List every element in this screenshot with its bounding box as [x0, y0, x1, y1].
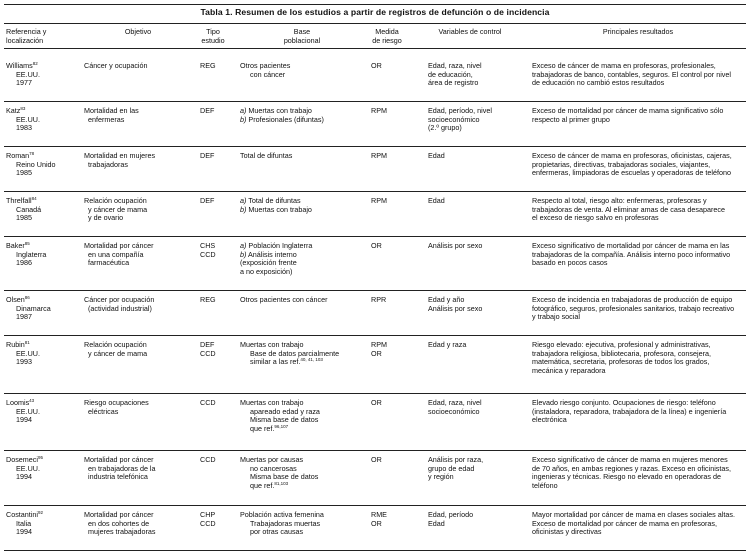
base-superscript: 96,107	[274, 423, 289, 429]
cell-line: Riesgo ocupaciones	[84, 398, 149, 407]
cell-line: Dinamarca	[16, 303, 51, 313]
cell-variables-control	[428, 197, 528, 206]
cell-line: REG	[200, 61, 216, 70]
cell-line: Edad y año	[428, 295, 465, 304]
cell-line: CCD	[200, 518, 216, 528]
cell-line: b) Análisis interno	[240, 249, 297, 259]
table-title: Tabla 1. Resumen de los estudios a partir de registros de defunción o de incidencia	[200, 7, 550, 17]
cell-line: que ref.$^{81,103}$	[250, 480, 289, 490]
cell-line: Rubin$^{81}$	[6, 340, 30, 349]
cell-line: OR	[371, 518, 382, 528]
cell-line: 1994	[16, 415, 32, 425]
cell-line: (exposición frente	[240, 258, 297, 268]
reference-superscript: 85	[24, 241, 30, 246]
cell-line: Williams$^{82}$	[6, 61, 38, 70]
reference-superscript: 92	[37, 510, 43, 515]
cell-line: Análisis por raza,	[428, 455, 484, 464]
cell-medida-riesgo	[371, 456, 407, 465]
cell-base-poblacional	[240, 511, 360, 537]
cell-line: Exceso de incidencia en trabajadoras de producción de equipo	[532, 295, 733, 304]
cell-base-poblacional	[240, 456, 360, 490]
cell-line: Otros pacientes	[240, 61, 291, 70]
cell-objetivo	[84, 341, 192, 358]
cell-line: por otras causas	[250, 527, 304, 537]
cell-line: a) Población Inglaterra	[240, 241, 313, 250]
cell-variables-control	[428, 296, 528, 313]
reference-superscript: 83	[20, 106, 26, 111]
cell-line: farmacéutica	[88, 258, 130, 268]
cell-line: Muertas con trabajo	[240, 340, 304, 349]
cell-resultados	[532, 107, 746, 124]
cell-line: eléctricas	[88, 406, 119, 416]
cell-line: teléfono	[532, 480, 558, 490]
cell-line: en una compañía	[88, 249, 144, 259]
cell-line: y región	[428, 472, 454, 482]
cell-line: industria telefónica	[88, 472, 148, 482]
cell-line: (instaladora, reparadora, trabajadora de la línea) e ingeniería	[532, 406, 727, 416]
cell-resultados	[532, 456, 746, 490]
cell-tipo-estudio	[200, 107, 224, 116]
cell-line: Exceso de mortalidad por cáncer de mama significativo sólo	[532, 106, 724, 115]
cell-line: en dos cohortes de	[88, 518, 150, 528]
cell-objetivo	[84, 242, 192, 268]
cell-line: trabajadoras de la compañía. Análisis interno poco informativo	[532, 249, 731, 259]
cell-referencia	[6, 107, 76, 133]
row-separator	[4, 146, 746, 147]
cell-line: RPM	[371, 340, 387, 349]
cell-line: DEF	[200, 151, 215, 160]
cell-medida-riesgo	[371, 242, 407, 251]
cell-line: Inglaterra	[16, 249, 47, 259]
cell-line: similar a las ref.$^{40, 41, 103}$	[250, 357, 323, 367]
bottom-rule	[4, 550, 746, 551]
cell-objetivo	[84, 107, 192, 124]
cell-line: enfermeras, limpiadoras de escuelas y operadoras de teléfono	[532, 168, 731, 178]
cell-line: CCD	[200, 348, 216, 358]
cell-resultados	[532, 62, 746, 88]
cell-resultados	[532, 197, 746, 223]
row-separator	[4, 236, 746, 237]
cell-line: CHP	[200, 510, 216, 519]
cell-objetivo	[84, 399, 192, 416]
cell-line: Análisis por sexo	[428, 241, 483, 250]
cell-line: REG	[200, 295, 216, 304]
cell-line: Total de difuntas	[240, 151, 293, 160]
cell-line: CCD	[200, 398, 216, 407]
cell-line: Canadá	[16, 204, 42, 214]
cell-line: EE.UU.	[16, 114, 40, 124]
cell-line: 1977	[16, 78, 32, 88]
cell-line: RPM	[371, 196, 387, 205]
reference-superscript: 82	[32, 61, 38, 66]
cell-line: trabajadoras de banco, contables, seguros. El control por nivel	[532, 69, 731, 79]
cell-line: OR	[371, 61, 382, 70]
cell-line: Edad, período, nivel	[428, 106, 492, 115]
cell-line: Katz$^{83}$	[6, 106, 26, 115]
cell-line: Población activa femenina	[240, 510, 324, 519]
cell-line: Mortalidad en las	[84, 106, 139, 115]
cell-resultados	[532, 242, 746, 268]
cell-line: OR	[371, 348, 382, 358]
base-superscript: 81,103	[274, 480, 289, 486]
cell-medida-riesgo	[371, 197, 407, 206]
cell-line: Edad, período	[428, 510, 474, 519]
cell-line: RPR	[371, 295, 387, 304]
cell-line: grupo de edad	[428, 463, 475, 473]
cell-line: fotográfico, seguros, profesionales sanitarios, trabajo recreativo	[532, 303, 735, 313]
cell-objetivo	[84, 296, 192, 313]
cell-line: Otros pacientes con cáncer	[240, 295, 328, 304]
cell-line: RME	[371, 510, 387, 519]
cell-medida-riesgo	[371, 511, 407, 528]
cell-line: apareado edad y raza	[250, 406, 320, 416]
cell-variables-control	[428, 399, 528, 416]
row-separator	[4, 393, 746, 394]
cell-line: RPM	[371, 106, 387, 115]
row-separator	[4, 290, 746, 291]
row-separator	[4, 101, 746, 102]
cell-line: Edad	[428, 151, 445, 160]
cell-line: Exceso significativo de mortalidad por cáncer de mama en las	[532, 241, 730, 250]
cell-resultados	[532, 296, 746, 322]
cell-line: b) Muertas con trabajo	[240, 204, 312, 214]
cell-line: OR	[371, 241, 382, 250]
base-superscript: 40, 41, 103	[300, 357, 323, 363]
top-rule	[4, 4, 746, 5]
cell-line: de 70 años, en ambas regiones y razas. Exceso en oficinistas,	[532, 463, 731, 473]
cell-line: socioeconómico	[428, 114, 480, 124]
cell-line: (actividad industrial)	[88, 303, 152, 313]
cell-line: 1993	[16, 357, 32, 367]
cell-objetivo	[84, 456, 192, 482]
header-medida-riesgo: Medida de riesgo	[372, 27, 402, 45]
header-base-poblacional: Base poblacional	[283, 27, 321, 45]
title-rule	[4, 23, 746, 24]
cell-line: CCD	[200, 249, 216, 259]
cell-tipo-estudio	[200, 456, 224, 465]
cell-line: Trabajadoras muertas	[250, 518, 321, 528]
cell-tipo-estudio	[200, 242, 224, 259]
cell-line: CHS	[200, 241, 216, 250]
cell-line: 1994	[16, 527, 32, 537]
cell-base-poblacional	[240, 107, 360, 124]
cell-line: Dosemeci$^{95}$	[6, 455, 43, 464]
cell-medida-riesgo	[371, 296, 407, 305]
cell-line: Threlfall$^{84}$	[6, 196, 37, 205]
cell-line: área de registro	[428, 78, 479, 88]
cell-line: b) Profesionales (difuntas)	[240, 114, 324, 124]
cell-line: electrónica	[532, 415, 567, 425]
cell-line: Edad, raza, nivel	[428, 61, 482, 70]
cell-line: el exceso de riesgo salvo en profesoras	[532, 213, 659, 223]
cell-base-poblacional	[240, 242, 360, 276]
cell-line: Loomis$^{43}$	[6, 398, 35, 407]
cell-resultados	[532, 152, 746, 178]
cell-line: Muertas por causas	[240, 455, 304, 464]
cell-tipo-estudio	[200, 197, 224, 206]
cell-line: de educación no cambió estos resultados	[532, 78, 665, 88]
cell-line: Italia	[16, 518, 32, 528]
cell-objetivo	[84, 152, 192, 169]
cell-referencia	[6, 242, 76, 268]
cell-variables-control	[428, 107, 528, 133]
cell-line: Cáncer por ocupación	[84, 295, 155, 304]
cell-line: y de ovario	[88, 213, 124, 223]
cell-line: propietarias, directivas, trabajadoras sociales, viajantes,	[532, 159, 711, 169]
cell-line: trabajadoras	[88, 159, 128, 169]
cell-line: trabajadora religiosa, bibliotecaria, profesora, consejera,	[532, 348, 711, 358]
cell-line: Mayor mortalidad por cáncer de mama en clases sociales altas.	[532, 510, 735, 519]
cell-line: EE.UU.	[16, 69, 40, 79]
cell-tipo-estudio	[200, 62, 224, 71]
cell-line: Cáncer y ocupación	[84, 61, 148, 70]
cell-resultados	[532, 399, 746, 425]
cell-medida-riesgo	[371, 62, 407, 71]
cell-objetivo	[84, 511, 192, 537]
cell-line: Exceso de cáncer de mama en profesoras, oficinistas, cajeras,	[532, 151, 732, 160]
cell-resultados	[532, 341, 746, 375]
cell-line: Misma base de datos	[250, 472, 319, 482]
cell-line: a no exposición)	[240, 266, 293, 276]
cell-referencia	[6, 399, 76, 425]
cell-line: mecánica y reparadora	[532, 365, 606, 375]
header-tipo-estudio: Tipo estudio	[201, 27, 225, 45]
header-objetivo: Objetivo	[124, 27, 152, 36]
cell-line: (2.º grupo)	[428, 123, 462, 133]
cell-line: Exceso de cáncer de mama en profesoras, profesionales,	[532, 61, 716, 70]
cell-line: Exceso de mortalidad por cáncer de mama en profesoras,	[532, 518, 717, 528]
cell-base-poblacional	[240, 341, 360, 367]
cell-line: Mortalidad por cáncer	[84, 241, 154, 250]
row-separator	[4, 335, 746, 336]
cell-line: OR	[371, 398, 382, 407]
cell-referencia	[6, 197, 76, 223]
cell-line: Edad, raza, nivel	[428, 398, 482, 407]
cell-tipo-estudio	[200, 399, 224, 408]
reference-superscript: 78	[29, 151, 35, 156]
cell-line: 1985	[16, 168, 32, 178]
cell-base-poblacional	[240, 296, 360, 305]
cell-variables-control	[428, 456, 528, 482]
reference-superscript: 81	[24, 340, 30, 345]
header-rule	[4, 48, 746, 49]
cell-line: CCD	[200, 455, 216, 464]
row-separator	[4, 191, 746, 192]
cell-line: Respecto al total, riesgo alto: enfermeras, profesoras y	[532, 196, 707, 205]
cell-variables-control	[428, 62, 528, 88]
cell-line: en trabajadoras de la	[88, 463, 156, 473]
cell-line: a) Total de difuntas	[240, 196, 301, 205]
cell-line: EE.UU.	[16, 463, 40, 473]
cell-referencia	[6, 341, 76, 367]
cell-line: Elevado riesgo conjunto. Ocupaciones de riesgo: teléfono	[532, 398, 716, 407]
reference-superscript: 95	[37, 455, 43, 460]
cell-medida-riesgo	[371, 107, 407, 116]
cell-line: Relación ocupación	[84, 340, 147, 349]
cell-line: mujeres trabajadoras	[88, 527, 156, 537]
cell-line: Mortalidad en mujeres	[84, 151, 156, 160]
cell-base-poblacional	[240, 399, 360, 433]
cell-line: DEF	[200, 106, 215, 115]
cell-tipo-estudio	[200, 341, 224, 358]
cell-line: Exceso significativo de cáncer de mama en mujeres menores	[532, 455, 728, 464]
cell-line: basado en pocos casos	[532, 258, 608, 268]
cell-line: Edad	[428, 196, 445, 205]
row-separator	[4, 505, 746, 506]
cell-medida-riesgo	[371, 399, 407, 408]
cell-line: Baker$^{85}$	[6, 241, 30, 250]
reference-superscript: 43	[29, 398, 35, 403]
cell-line: ingenieras y técnicas. Riesgo no elevado en operadoras de	[532, 472, 721, 482]
cell-line: Reino Unido	[16, 159, 56, 169]
cell-line: y trabajo social	[532, 312, 580, 322]
cell-variables-control	[428, 511, 528, 528]
cell-medida-riesgo	[371, 341, 407, 358]
cell-referencia	[6, 152, 76, 178]
cell-line: enfermeras	[88, 114, 125, 124]
cell-line: 1994	[16, 472, 32, 482]
cell-variables-control	[428, 152, 528, 161]
cell-line: a) Muertas con trabajo	[240, 106, 312, 115]
cell-variables-control	[428, 242, 528, 251]
cell-resultados	[532, 511, 746, 537]
cell-line: EE.UU.	[16, 406, 40, 416]
cell-tipo-estudio	[200, 152, 224, 161]
cell-line: Análisis por sexo	[428, 303, 483, 313]
cell-line: respecto al primer grupo	[532, 114, 610, 124]
cell-line: Misma base de datos	[250, 415, 319, 425]
cell-line: de educación,	[428, 69, 473, 79]
cell-tipo-estudio	[200, 296, 224, 305]
reference-superscript: 86	[24, 295, 30, 300]
cell-line: Mortalidad por cáncer	[84, 510, 154, 519]
cell-line: oficinistas y directivas	[532, 527, 602, 537]
cell-objetivo	[84, 62, 192, 71]
cell-line: EE.UU.	[16, 348, 40, 358]
header-principales-resultados: Principales resultados	[602, 27, 674, 36]
cell-variables-control	[428, 341, 528, 350]
cell-line: 1985	[16, 213, 32, 223]
cell-line: Base de datos parcialmente	[250, 348, 340, 358]
cell-line: 1983	[16, 123, 32, 133]
cell-line: con cáncer	[250, 69, 286, 79]
cell-line: Relación ocupación	[84, 196, 147, 205]
cell-referencia	[6, 296, 76, 322]
cell-base-poblacional	[240, 152, 360, 161]
cell-line: Olsen$^{86}$	[6, 295, 30, 304]
cell-line: Muertas con trabajo	[240, 398, 304, 407]
cell-line: Edad y raza	[428, 340, 467, 349]
cell-line: Roman$^{78}$	[6, 151, 35, 160]
cell-line: que ref.$^{96,107}$	[250, 423, 289, 433]
cell-objetivo	[84, 197, 192, 223]
cell-line: RPM	[371, 151, 387, 160]
cell-line: matemática, secretaria, profesoras de todos los grados,	[532, 357, 710, 367]
cell-line: socioeconómico	[428, 406, 480, 416]
cell-line: trabajadoras de venta. Al eliminar amas de casa desaparece	[532, 204, 725, 214]
header-referencia: Referencia y localización	[6, 27, 47, 45]
header-variables-control: Variables de control	[438, 27, 502, 36]
cell-line: Riesgo elevado: ejecutiva, profesional y administrativas,	[532, 340, 711, 349]
cell-line: 1986	[16, 258, 32, 268]
cell-medida-riesgo	[371, 152, 407, 161]
cell-base-poblacional	[240, 197, 360, 214]
cell-referencia	[6, 511, 76, 537]
cell-referencia	[6, 62, 76, 88]
cell-line: DEF	[200, 340, 215, 349]
reference-superscript: 84	[31, 196, 37, 201]
row-separator	[4, 450, 746, 451]
cell-base-poblacional	[240, 62, 360, 79]
cell-line: Edad	[428, 518, 445, 528]
cell-line: no cancerosas	[250, 463, 297, 473]
cell-line: OR	[371, 455, 382, 464]
cell-referencia	[6, 456, 76, 482]
cell-line: DEF	[200, 196, 215, 205]
cell-line: y cáncer de mama	[88, 204, 148, 214]
cell-line: Costantini$^{92}$	[6, 510, 43, 519]
cell-line: y cáncer de mama	[88, 348, 148, 358]
cell-line: Mortalidad por cáncer	[84, 455, 154, 464]
cell-tipo-estudio	[200, 511, 224, 528]
cell-line: 1987	[16, 312, 32, 322]
